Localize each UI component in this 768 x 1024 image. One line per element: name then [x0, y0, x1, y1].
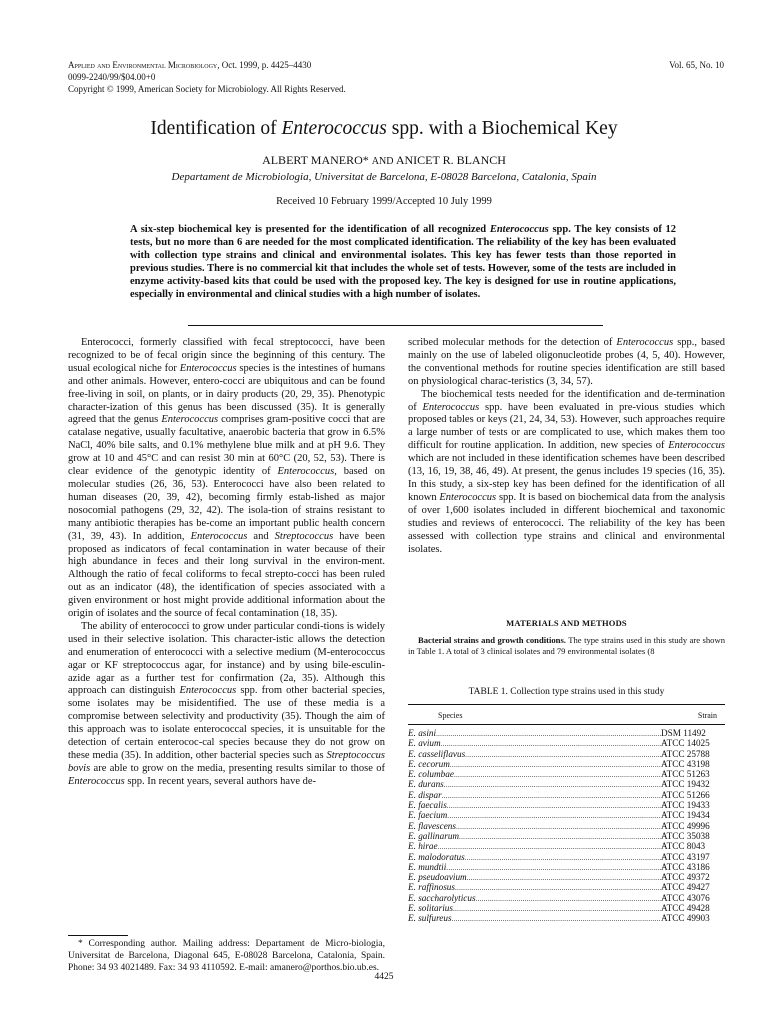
table-row — [408, 738, 725, 748]
table-row — [408, 769, 725, 779]
citation-details: , Oct. 1999, p. 4425–4430 — [217, 60, 312, 70]
abstract-divider — [188, 325, 603, 326]
genus-name: Enterococcus — [668, 440, 725, 452]
strain-cell: ATCC 43198 — [661, 758, 710, 769]
text-run: scribed molecular methods for the detection of — [408, 337, 617, 348]
table-row — [408, 821, 725, 831]
footnote-divider — [68, 935, 128, 936]
species-cell: E. casseliflavus — [408, 748, 466, 759]
genus-name: Enterococcus — [616, 337, 674, 348]
leader-dots — [455, 883, 661, 893]
leader-dots — [447, 811, 661, 821]
text-run: spp. have been evaluated in pre-vious studies which proposed tables or keys (21, 24, 34, 53). However, such approaches require a large number of tests or are complicated to use, which makes them too difficult for routine application. In addition, new species of — [408, 401, 725, 452]
genus-name: Enterococcus — [68, 775, 125, 787]
article-title — [0, 118, 768, 140]
text-run: Enterococci, formerly classified with fecal streptococci, have been recognized to be of fecal origin since the beginning of this century. The usual ecological niche for — [68, 337, 385, 374]
strain-cell: ATCC 25788 — [661, 748, 710, 759]
genus-name: Streptococcus bovis — [68, 750, 385, 774]
methods-paragraph — [408, 635, 725, 657]
received-dates: Received 10 February 1999/Accepted 10 July 1999 — [276, 196, 492, 207]
table-row — [408, 841, 725, 851]
strain-cell: ATCC 49372 — [661, 872, 710, 883]
table-row — [408, 872, 725, 882]
species-cell: E. raffinosus — [408, 882, 455, 893]
leader-dots — [441, 739, 661, 749]
column-header-strain: Strain — [697, 711, 717, 720]
section-heading-materials-methods: MATERIALS AND METHODS — [506, 618, 627, 628]
strain-table — [408, 700, 725, 924]
strain-cell: ATCC 51263 — [661, 769, 710, 780]
leader-dots — [436, 729, 661, 739]
table-row — [408, 759, 725, 769]
genus-name: Enterococcus — [179, 685, 237, 697]
leader-dots — [454, 770, 661, 780]
species-cell: E. malodoratus — [408, 851, 465, 862]
leader-dots — [452, 914, 661, 924]
table-header-row — [408, 705, 725, 724]
species-cell: E. saccharolyticus — [408, 892, 476, 903]
strain-cell: ATCC 19432 — [661, 779, 710, 790]
text-run: The ability of enterococci to grow under particular condi-tions is widely used in their selective isolation. This character-istic allows the detection and enumeration of enterococci with a selective medium (M-enterococcus agar or KF streptococcus agar, for instance) and by using bile-esculin-azide agar as a further test for confirmation (2a, 35). Although this approach can distinguish — [68, 620, 385, 697]
journal-citation-line — [68, 59, 724, 71]
body-column-left — [68, 337, 385, 789]
species-cell: E. avium — [408, 738, 441, 749]
strain-cell: ATCC 49428 — [661, 903, 710, 914]
intro-paragraph-1 — [68, 337, 385, 621]
genus-name: Enterococcus — [422, 401, 480, 413]
title-prefix: Identification of — [150, 118, 282, 139]
species-cell: E. columbae — [408, 769, 454, 780]
text-run: have been proposed as indicators of fecal contamination in water because of their high abundance in feces and their long survival in the environ-ment. Although the ratio of fecal coliforms to fecal strepto-cocci has been ruled out as an indicator (48), the identification of species associated with a given environment or host might provide additional information about the origin of isolates and the source of fecal contamination (18, 35). — [68, 530, 385, 620]
strain-cell: ATCC 19433 — [661, 800, 710, 811]
strain-cell: ATCC 51266 — [661, 789, 710, 800]
column-header-species: Species — [438, 711, 463, 720]
table-row — [408, 913, 725, 923]
genus-name: Enterococcus — [190, 530, 248, 542]
species-cell: E. faecium — [408, 810, 448, 821]
text-run: which are not included in these identification schemes have been described (13, 16, 19, 38, 46, 49). At present, the genus includes 19 species (16, 35). In this study, a six-step key has been defined for the identification of all known — [408, 453, 725, 503]
leader-dots — [438, 842, 661, 852]
leader-dots — [453, 904, 661, 914]
species-cell: E. hirae — [408, 841, 438, 852]
table-row — [408, 903, 725, 913]
leader-dots — [476, 894, 661, 904]
species-cell: E. cecorum — [408, 758, 450, 769]
text-run: comprises gram-positive cocci that are catalase negative, usually facultative, anaerobic bacteria that grow in 6.5% NaCl, 40% bile salts, and 0.1% methylene blue milk and at pH 9.6. They grow at 10 and 45°C and can resist 30 min at 60°C (20, 52, 53). There is clear evidence of the genotypic identity of — [68, 414, 386, 478]
text-run: and — [247, 530, 275, 542]
text-run: spp. In recent years, several authors have de- — [124, 775, 317, 787]
author-list — [0, 153, 768, 168]
strain-cell: ATCC 43186 — [661, 861, 710, 872]
volume-issue: Vol. 65, No. 10 — [669, 60, 724, 70]
text-run: spp. from other bacterial species, some isolates may be misidentified. The use of these media is a compromise between selectivity and productivity (35). Though the aim of this approach was to isolate enterococcal species, it is unsuitable for the detection of certain enterococ-cal species because they do not grow on these media (35). In addition, other bacterial species such as — [68, 685, 385, 761]
table-row — [408, 749, 725, 759]
leader-dots — [456, 822, 661, 832]
leader-dots — [446, 863, 661, 873]
table-row — [408, 790, 725, 800]
leader-dots — [459, 832, 661, 842]
species-cell: E. sulfureus — [408, 913, 452, 924]
strain-cell: ATCC 14025 — [661, 738, 710, 749]
strain-cell: ATCC 19434 — [661, 810, 710, 821]
text-run: species is the intestines of humans and other animals. However, entero-cocci are ubiquitous and can be found free-living in soil, on plants, or in dairy products (20, 29, 35). Phenotypic character-ization of this genus has been discussed (35). It is generally agreed that the genus — [68, 362, 385, 426]
table-row — [408, 728, 725, 738]
leader-dots — [465, 853, 661, 863]
table-row — [408, 862, 725, 872]
table-row — [408, 893, 725, 903]
abstract-genus: Enterococcus — [489, 224, 549, 235]
body-column-right — [408, 337, 725, 556]
intro-paragraph-2 — [68, 621, 385, 789]
copyright: Copyright © 1999, American Society for Microbiology. All Rights Reserved. — [68, 84, 346, 94]
species-cell: E. flavescens — [408, 820, 456, 831]
text-run: The type strains used in this study are shown in Table 1. A total of 3 clinical isolates and 79 environmental isolates (8 — [408, 635, 725, 656]
intro-paragraph-3 — [408, 389, 725, 557]
journal-name: Applied and Environmental Microbiology — [68, 60, 218, 70]
title-genus: Enterococcus — [281, 118, 387, 139]
intro-paragraph-continued — [408, 337, 725, 389]
strain-cell: ATCC 35038 — [661, 830, 710, 841]
author-2: ANICET R. BLANCH — [395, 153, 506, 167]
strain-cell: ATCC 49996 — [661, 820, 710, 831]
table-row — [408, 831, 725, 841]
strain-cell: ATCC 49427 — [661, 882, 710, 893]
leader-dots — [450, 760, 661, 770]
strain-cell: ATCC 43197 — [661, 851, 710, 862]
text-run: spp., based mainly on the use of labeled oligonucleotide probes (4, 5, 40). However, the conventional methods for routine species identification are still based on physiological charac-teristics (3, 34, 57). — [408, 337, 725, 387]
table-row — [408, 810, 725, 820]
author-1: ALBERT MANERO* — [262, 153, 369, 167]
abstract-part: spp. The key consists of 12 tests, but no more than 6 are needed for the most complicated identification. The reliability of the key has been evaluated with collection type strains and clinical and environmental isolates. This key has fewer tests than those reported in previous studies. There is no commercial kit that includes the whole set of tests. However, some of the tests are included in enzyme activity-based kits that could be used with the proposed key. The key is designed for use in routine applications, especially in environmental and clinical studies with a high number of isolates. — [130, 224, 677, 300]
leader-dots — [444, 780, 661, 790]
abstract — [130, 223, 676, 301]
genus-name: Enterococcus — [161, 414, 219, 426]
page-number: 4425 — [374, 972, 394, 982]
species-cell: E. asini — [408, 728, 437, 738]
genus-name: Streptococcus — [274, 530, 334, 542]
text-run: , based on molecular studies (26, 36, 53). Enterococci have also been related to human diseases (20, 39, 42), becoming firmly estab-lished as major nosocomial pathogens (29, 32, 42). The isola-tion of strains resistant to many antibiotic therapies has be-come an important public health concern (31, 39, 43). In addition, — [68, 466, 385, 542]
journal-header — [68, 59, 724, 95]
footnote-text: * Corresponding author. Mailing address: Departament de Micro-biologia, Universitat de Barcelona, Diagonal 645, E-08028 Barcelona, Catalonia, Spain. Phone: 34 93 4021489. Fax: 34 93 4110592. E-mail: amanero@porthos.bio.ub.es. — [68, 939, 385, 973]
title-suffix: spp. with a Biochemical Key — [386, 118, 618, 139]
species-cell: E. durans — [408, 779, 444, 790]
species-cell: E. solitarius — [408, 903, 453, 914]
species-cell: E. pseudoavium — [408, 872, 467, 883]
text-run: The biochemical tests needed for the identification and de-termination of — [408, 388, 725, 413]
leader-dots — [465, 750, 661, 760]
species-cell: E. dispar — [408, 789, 442, 800]
strain-cell: ATCC 49903 — [661, 913, 710, 924]
author-conjunction: AND — [371, 156, 394, 167]
table-row — [408, 779, 725, 789]
species-cell: E. gallinarum — [408, 830, 460, 841]
genus-name: Enterococcus — [277, 466, 335, 478]
genus-name: Enterococcus — [439, 491, 497, 503]
table-title: TABLE 1. Collection type strains used in this study — [468, 687, 665, 697]
table-body — [408, 728, 725, 924]
species-cell: E. mundtii — [408, 861, 447, 872]
leader-dots — [467, 873, 661, 883]
table-row — [408, 852, 725, 862]
strain-cell: DSM 11492 — [661, 728, 706, 738]
issn: 0099-2240/99/$04.00+0 — [68, 72, 156, 82]
corresponding-author-footnote — [68, 939, 385, 974]
abstract-part: A six-step biochemical key is presented for the identification of all recognized — [130, 224, 490, 235]
subsection-lead: Bacterial strains and growth conditions. — [418, 635, 566, 645]
table-header-rule — [408, 724, 725, 725]
text-run: spp. It is based on biochemical data from the analysis of over 1,600 isolates included in different biochemical and taxonomic studies and reviews of enterococci. The reliability of the key has been assessed with collection type strains and clinical and environmental isolates. — [408, 491, 725, 555]
leader-dots — [447, 801, 661, 811]
text-run: are able to grow on the media, presenting results similar to those of — [90, 762, 385, 774]
strain-cell: ATCC 43076 — [661, 892, 710, 903]
genus-name: Enterococcus — [179, 362, 237, 374]
strain-cell: ATCC 8043 — [661, 841, 706, 852]
affiliation: Departament de Microbiologia, Universitat de Barcelona, E-08028 Barcelona, Catalonia, Spain — [171, 171, 597, 183]
table-row — [408, 882, 725, 892]
species-cell: E. faecalis — [408, 800, 447, 811]
leader-dots — [442, 791, 661, 801]
table-row — [408, 800, 725, 810]
